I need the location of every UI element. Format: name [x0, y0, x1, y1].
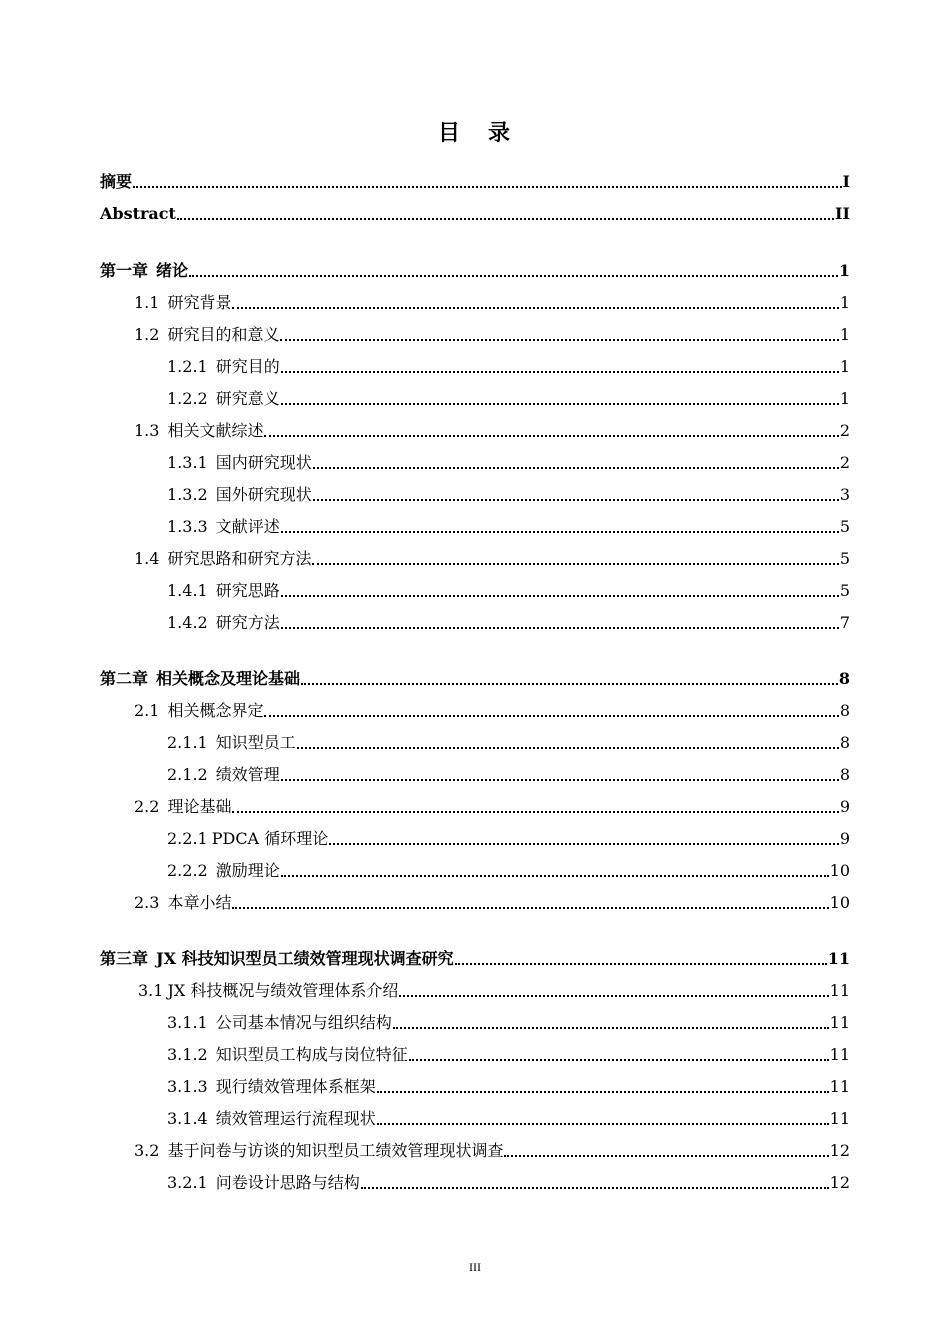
title-char-2: 录 [488, 121, 513, 146]
toc-entry[interactable] [134, 419, 850, 443]
toc-entry-page: 9 [839, 829, 850, 848]
toc-entry-page: 11 [827, 949, 850, 968]
toc-entry[interactable] [167, 1011, 850, 1035]
toc-entry-title: JX 科技知识型员工绩效管理现状调查研究 [156, 949, 454, 968]
toc-dot-leader [177, 218, 834, 220]
toc-dot-leader [232, 811, 838, 813]
toc-entry[interactable] [134, 1139, 850, 1163]
page-number: III [469, 1260, 481, 1274]
toc-entry-title: 研究意义 [215, 389, 280, 408]
toc-dot-leader [329, 843, 839, 845]
toc-entry[interactable] [167, 1107, 850, 1131]
toc-dot-leader [264, 435, 838, 437]
toc-entry[interactable] [167, 1171, 850, 1195]
toc-entry-number: 1.3.3 [167, 517, 208, 536]
toc-entry[interactable] [167, 859, 850, 883]
toc-entry-page: 11 [829, 1077, 850, 1096]
toc-entry-page: 1 [839, 357, 850, 376]
toc-dot-leader [232, 307, 838, 309]
toc-entry-page: 11 [829, 981, 850, 1000]
toc-entry-title: 相关概念界定 [167, 701, 264, 720]
toc-entry-page: 1 [839, 293, 850, 312]
toc-dot-leader [264, 715, 838, 717]
toc-entry-page: 8 [839, 733, 850, 752]
toc-entry[interactable] [134, 547, 850, 571]
toc-entry-number: 1.4 [134, 549, 160, 568]
toc-entry-number: 2.1 [134, 701, 160, 720]
toc-entry-title: 研究目的和意义 [167, 325, 280, 344]
toc-entry[interactable] [134, 795, 850, 819]
toc-entry[interactable] [134, 699, 850, 723]
toc-entry-number: 3.1 [138, 981, 164, 1000]
toc-dot-leader [313, 467, 839, 469]
toc-entry-page: 8 [839, 765, 850, 784]
toc-entry-title: 国内研究现状 [215, 453, 312, 472]
toc-dot-leader [455, 963, 827, 965]
toc-entry-number: 1.4.1 [167, 581, 208, 600]
toc-entry-number: 第一章 [100, 261, 149, 280]
toc-dot-leader [393, 1027, 829, 1029]
toc-entry-title: 绩效管理运行流程现状 [215, 1109, 376, 1128]
toc-entry-title: 绪论 [156, 261, 189, 280]
toc-entry-number: 1.3.2 [167, 485, 208, 504]
toc-entry-number: 1.3 [134, 421, 160, 440]
toc-entry-page: 5 [839, 581, 850, 600]
toc-entry[interactable] [134, 891, 850, 915]
toc-chapter-entry[interactable] [100, 259, 850, 283]
toc-entry-page: I [842, 172, 850, 191]
title-char-1: 目 [437, 121, 462, 146]
toc-entry-page: 1 [839, 325, 850, 344]
toc-entry-number: 3.2.1 [167, 1173, 208, 1192]
toc-entry-page: 2 [839, 421, 850, 440]
toc-dot-leader [361, 1187, 829, 1189]
toc-entry-title: 知识型员工 [215, 733, 296, 752]
toc-entry-page: 12 [829, 1173, 850, 1192]
toc-dot-leader [281, 531, 839, 533]
toc-entry-number: 第二章 [100, 669, 149, 688]
toc-entry[interactable] [167, 355, 850, 379]
toc-entry-page: II [835, 204, 850, 223]
toc-entry-number: 2.1.1 [167, 733, 208, 752]
toc-entry-number: 3.1.2 [167, 1045, 208, 1064]
toc-chapter-entry[interactable] [100, 170, 850, 194]
toc-entry[interactable] [134, 323, 850, 347]
toc-entry-page: 8 [838, 669, 850, 688]
toc-entry[interactable] [138, 979, 850, 1003]
toc-entry-title: 文献评述 [215, 517, 280, 536]
toc-entry-number: 第三章 [100, 949, 149, 968]
toc-entry-title: 知识型员工构成与岗位特征 [215, 1045, 408, 1064]
toc-entry-page: 10 [829, 861, 850, 880]
toc-entry-page: 3 [839, 485, 850, 504]
toc-dot-leader [281, 403, 839, 405]
toc-entry-title: 研究目的 [215, 357, 280, 376]
toc-entry-page: 9 [839, 797, 850, 816]
toc-entry-number: 1.2.2 [167, 389, 208, 408]
toc-entry-title: 现行绩效管理体系框架 [215, 1077, 376, 1096]
toc-dot-leader [301, 683, 838, 685]
toc-dot-leader [297, 747, 839, 749]
toc-dot-leader [409, 1059, 829, 1061]
toc-entry[interactable] [167, 451, 850, 475]
toc-dot-leader [280, 339, 838, 341]
toc-entry-page: 11 [829, 1013, 850, 1032]
toc-entry-number: 2.1.2 [167, 765, 208, 784]
toc-dot-leader [377, 1091, 829, 1093]
toc-dot-leader [189, 275, 838, 277]
toc-entry-title: JX 科技概况与绩效管理体系介绍 [167, 981, 399, 1000]
toc-entry-title: 相关文献综述 [167, 421, 264, 440]
toc-entry-title: 理论基础 [167, 797, 232, 816]
toc-entry[interactable] [167, 763, 850, 787]
toc-entry-page: 2 [839, 453, 850, 472]
toc-dot-leader [281, 627, 839, 629]
toc-entry[interactable] [167, 827, 850, 851]
toc-entry-title: 问卷设计思路与结构 [215, 1173, 360, 1192]
toc-entry-page: 11 [829, 1045, 850, 1064]
toc-entry[interactable] [167, 1075, 850, 1099]
toc-entry-number: 1.1 [134, 293, 160, 312]
toc-entry-number: 3.2 [134, 1141, 160, 1160]
toc-entry[interactable] [167, 387, 850, 411]
toc-entry-title: 研究思路和研究方法 [167, 549, 312, 568]
toc-entry-title: PDCA 循环理论 [211, 829, 329, 848]
toc-entry-title: 激励理论 [215, 861, 280, 880]
toc-entry-title: 公司基本情况与组织结构 [215, 1013, 392, 1032]
toc-entry[interactable] [167, 1043, 850, 1067]
toc-chapter-entry[interactable] [100, 202, 850, 226]
toc-entry-page: 11 [829, 1109, 850, 1128]
toc-entry-number: 3.1.4 [167, 1109, 208, 1128]
toc-entry-page: 5 [839, 549, 850, 568]
toc-entry-page: 5 [839, 517, 850, 536]
toc-entry[interactable] [167, 611, 850, 635]
toc-entry-number: 1.2 [134, 325, 160, 344]
toc-entry-title: 研究背景 [167, 293, 232, 312]
toc-dot-leader [377, 1123, 829, 1125]
toc-dot-leader [504, 1155, 828, 1157]
toc-entry[interactable] [167, 483, 850, 507]
toc-entry-number: 2.2.2 [167, 861, 208, 880]
toc-entry-title: 摘要 [100, 172, 133, 191]
toc-entry-title: Abstract [100, 204, 176, 223]
toc-dot-leader [399, 995, 828, 997]
toc-entry-title: 国外研究现状 [215, 485, 312, 504]
toc-entry-title: 研究方法 [215, 613, 280, 632]
toc-chapter-entry[interactable] [100, 667, 850, 691]
toc-entry[interactable] [167, 731, 850, 755]
toc-entry-title: 相关概念及理论基础 [156, 669, 301, 688]
toc-dot-leader [281, 875, 829, 877]
toc-entry[interactable] [167, 515, 850, 539]
toc-dot-leader [232, 907, 828, 909]
toc-entry-page: 1 [839, 389, 850, 408]
toc-dot-leader [281, 779, 839, 781]
toc-entry-page: 1 [838, 261, 850, 280]
toc-entry-number: 3.1.3 [167, 1077, 208, 1096]
toc-entry-number: 2.2 [134, 797, 160, 816]
toc-entry-number: 2.2.1 [167, 829, 208, 848]
toc-entry-title: 绩效管理 [215, 765, 280, 784]
toc-dot-leader [313, 499, 839, 501]
toc-dot-leader [281, 595, 839, 597]
toc-entry-title: 基于问卷与访谈的知识型员工绩效管理现状调查 [167, 1141, 504, 1160]
toc-chapter-entry[interactable] [100, 947, 850, 971]
toc-entry-number: 1.2.1 [167, 357, 208, 376]
toc-entry-number: 3.1.1 [167, 1013, 208, 1032]
toc-entry[interactable] [134, 291, 850, 315]
toc-entry-page: 12 [829, 1141, 850, 1160]
toc-entry-number: 1.3.1 [167, 453, 208, 472]
toc-dot-leader [133, 186, 842, 188]
toc-entry-number: 1.4.2 [167, 613, 208, 632]
toc-dot-leader [312, 563, 838, 565]
toc-entry-title: 研究思路 [215, 581, 280, 600]
toc-entry-page: 7 [839, 613, 850, 632]
toc-entry-title: 本章小结 [167, 893, 232, 912]
toc-entry-page: 10 [829, 893, 850, 912]
toc-entry[interactable] [167, 579, 850, 603]
toc-entry-number: 2.3 [134, 893, 160, 912]
toc-entry-page: 8 [839, 701, 850, 720]
toc-dot-leader [281, 371, 839, 373]
